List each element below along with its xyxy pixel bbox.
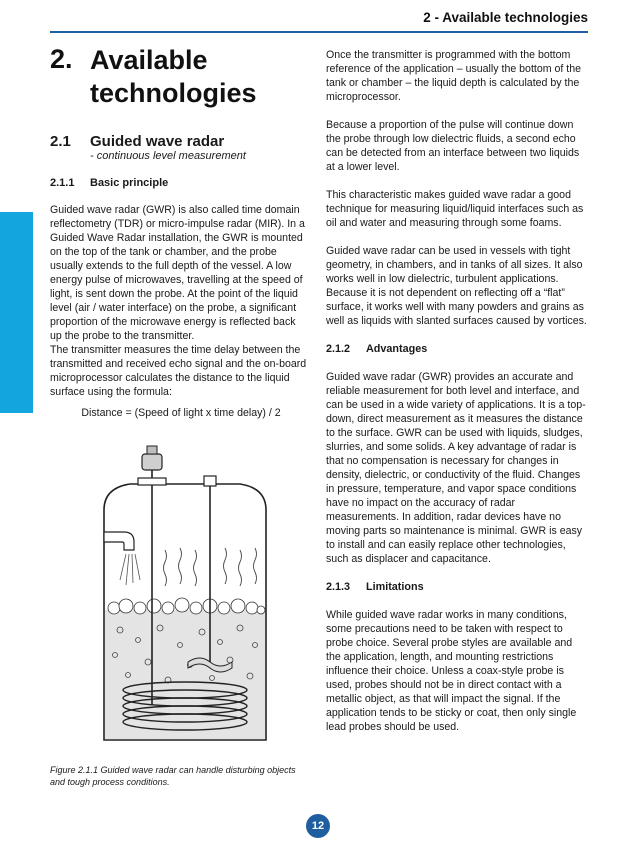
paragraph: Because a proportion of the pulse will continue down the probe through low dielectric fluids, a second echo can be detected from an interface between two liquids at a lower level. xyxy=(326,119,580,173)
advantages-title: Advantages xyxy=(366,343,428,355)
section-subtitle: - continuous level measurement xyxy=(90,150,246,162)
limitations-number: 2.1.3 xyxy=(326,581,351,593)
limitations-title: Limitations xyxy=(366,581,424,593)
figure-caption: Figure 2.1.1 Guided wave radar can handle disturbing objects and tough process conditions. xyxy=(50,765,296,787)
chapter-side-tab xyxy=(0,212,33,413)
page-number: 12 xyxy=(306,814,330,838)
advantages-text: Guided wave radar (GWR) provides an accurate and reliable measurement for both level and interface, and can be used in a wide variety of applications. It is a top-down, direct measurement as it measures the distance to the surface. GWR can be used with liquids, sludges, slurries, and some solids. A key advantage of radar is that no compensation is necessary for changes in density, dielectric, or conductivity of the fluid. Changes in pressure, temperature, and vapor space conditions have no impact on the accuracy of radar measurements. In addition, radar devices have no moving parts so maintenance is minimal. GWR is easy to install and can easily replace other technologies, such as displacer and capacitance. xyxy=(326,371,586,565)
header-divider xyxy=(50,31,588,33)
distance-formula: Distance = (Speed of light x time delay) / 2 xyxy=(81,407,281,419)
advantages-number: 2.1.2 xyxy=(326,343,351,355)
paragraph: This characteristic makes guided wave radar a good technique for measuring liquid/liquid interfaces such as oil and water and measuring through some foams. xyxy=(326,189,584,229)
paragraph: Once the transmitter is programmed with the bottom reference of the application – usually the bottom of the tank or chamber – the liquid depth is calculated by the microprocessor. xyxy=(326,49,582,103)
paragraph: The transmitter measures the time delay between the transmitted and received echo signal and the on-board microprocessor calculates the distance to the liquid surface using the formula: xyxy=(50,344,307,398)
section-number: 2.1 xyxy=(50,133,71,150)
chapter-number: 2. xyxy=(50,44,73,74)
running-header: 2 - Available technologies xyxy=(423,10,588,25)
limitations-heading xyxy=(326,580,588,594)
advantages-heading xyxy=(326,342,588,356)
subsection-title: Basic principle xyxy=(90,177,169,189)
limitations-text: While guided wave radar works in many conditions, some precautions need to be taken with respect to probe choice. Several probe styles are available and the application, length, and mounting restrictions influence their choice. Unless a coax-style probe is used, probes should not be in direct contact with a metallic object, as that will impact the signal. If the application tends to be sticky or coat, then only single lead probes should be used. xyxy=(326,609,577,733)
paragraph: Guided wave radar (GWR) is also called time domain reflectometry (TDR) or micro-impulse radar (MIR). In a Guided Wave Radar installation, the GWR is mounted on the top of the tank or chamber, and the probe usually extends to the full depth of the vessel. A low energy pulse of microwaves, travelling at the speed of light, is sent down the probe. At the point of the liquid level (air / water interface) on the probe, a significant proportion of the microwave energy is reflected back up the probe to the transmitter. xyxy=(50,204,305,342)
gwr-tank-illustration xyxy=(90,440,280,750)
paragraph: Guided wave radar can be used in vessels with tight geometry, in chambers, and in tanks of all sizes. It also works well in low dielectric, turbulent applications. Because it is not dependent on reflecting off a “flat” surface, it works well with many powders and grains as well as liquids with slanted surfaces caused by vortices. xyxy=(326,245,587,327)
chapter-title: Available technologies xyxy=(90,45,257,108)
right-column xyxy=(326,48,588,748)
subsection-number: 2.1.1 xyxy=(50,177,75,189)
basic-principle-text xyxy=(50,203,310,399)
section-title: Guided wave radar xyxy=(90,133,225,150)
